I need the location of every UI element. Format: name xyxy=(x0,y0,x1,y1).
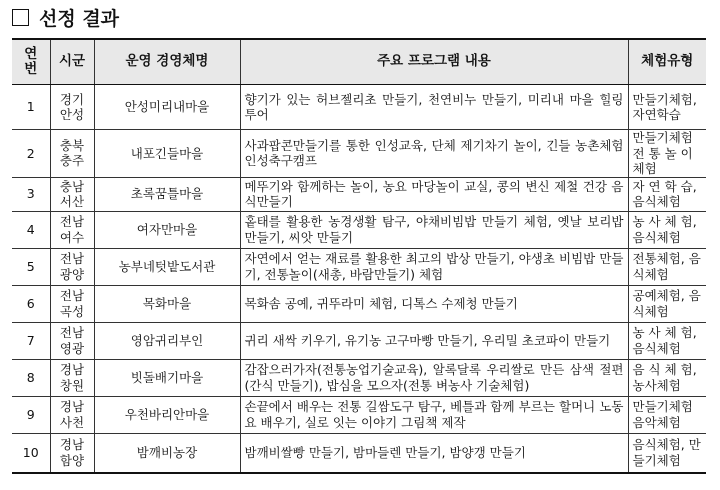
row-type-cell xyxy=(628,359,706,396)
row-program-cell xyxy=(240,433,628,473)
row-experience-type: 만들기체험 음악체험 xyxy=(632,399,693,430)
row-operator-cell xyxy=(94,211,240,248)
row-region-cell xyxy=(50,85,94,130)
row-program-text: 감잡으러가자(전통농업기술교육), 알록달록 우리쌀로 만든 삼색 절편(간식 만들기), 밥심을 모으자(전통 벼농사 기술체험) xyxy=(244,362,624,393)
row-number: 9 xyxy=(26,406,35,422)
table-row xyxy=(12,177,706,211)
row-program-text: 홑태를 활용한 농경생활 탐구, 야채비빔밥 만들기 체험, 옛날 보리밥 만들기, 씨앗 만들기 xyxy=(244,214,624,245)
row-type-cell xyxy=(628,85,706,130)
section-title-text: 선정 결과 xyxy=(39,8,120,30)
row-operator-cell xyxy=(94,130,240,178)
row-experience-type: 만들기체험,자연학습 xyxy=(632,91,697,122)
row-experience-type: 음식체험, 만들기체험 xyxy=(632,437,701,468)
row-city: 서산 xyxy=(59,194,85,209)
row-experience-type: 전통체험, 음식체험 xyxy=(632,251,701,282)
row-operator-cell xyxy=(94,322,240,359)
row-type-cell xyxy=(628,285,706,322)
row-number-cell xyxy=(12,396,50,433)
row-operator-name: 내포긴들마을 xyxy=(130,145,204,161)
row-program-text: 손끝에서 배우는 전통 길쌈도구 탐구, 베틀과 함께 부르는 할머니 노동요 배우기, 실로 잇는 이야기 그림책 제작 xyxy=(244,399,624,430)
row-number-cell xyxy=(12,433,50,473)
row-operator-cell xyxy=(94,396,240,433)
row-program-text: 귀리 새싹 키우기, 유기농 고구마빵 만들기, 우리밀 초코파이 만들기 xyxy=(244,332,611,348)
row-number-cell xyxy=(12,285,50,322)
row-number: 2 xyxy=(26,145,35,161)
row-type-cell xyxy=(628,130,706,178)
row-type-cell xyxy=(628,177,706,211)
row-province: 전남 xyxy=(59,251,85,266)
row-operator-name: 영암귀리부인 xyxy=(130,332,204,348)
row-program-cell xyxy=(240,396,628,433)
row-number: 1 xyxy=(26,99,35,115)
row-program-text: 자연에서 얻는 재료를 활용한 최고의 밥상 만들기, 야생초 비빔밥 만들기, 전통놀이(새총, 바람만들기) 체험 xyxy=(244,251,624,282)
row-program-text: 밤깨비쌀빵 만들기, 밤마들렌 만들기, 밤양갱 만들기 xyxy=(244,444,526,460)
table-row xyxy=(12,322,706,359)
row-region-cell xyxy=(50,248,94,285)
row-operator-cell xyxy=(94,285,240,322)
row-operator-cell xyxy=(94,359,240,396)
table-row xyxy=(12,359,706,396)
row-number-cell xyxy=(12,248,50,285)
row-program-cell xyxy=(240,130,628,178)
row-city: 안성 xyxy=(59,107,85,122)
row-province: 전남 xyxy=(59,325,85,340)
row-province: 전남 xyxy=(59,214,85,229)
row-program-cell xyxy=(240,85,628,130)
row-type-cell xyxy=(628,322,706,359)
row-operator-cell xyxy=(94,85,240,130)
row-operator-cell xyxy=(94,177,240,211)
row-region-cell xyxy=(50,177,94,211)
row-city: 사천 xyxy=(59,414,85,430)
table-body xyxy=(12,85,706,473)
row-operator-name: 목화마을 xyxy=(142,295,192,311)
table-row xyxy=(12,285,706,322)
row-province: 경남 xyxy=(59,437,85,452)
row-number-cell xyxy=(12,359,50,396)
table-row xyxy=(12,211,706,248)
row-program-cell xyxy=(240,285,628,322)
row-program-text: 사과팝콘만들기를 통한 인성교육, 단체 제기차기 놀이, 긴들 농촌체험인성축구캠프 xyxy=(244,137,624,169)
row-type-cell xyxy=(628,396,706,433)
row-city: 여수 xyxy=(59,229,85,245)
row-province: 충북 xyxy=(59,137,85,153)
section-title xyxy=(12,4,119,31)
row-program-cell xyxy=(240,211,628,248)
row-city: 광양 xyxy=(59,266,85,282)
row-program-cell xyxy=(240,177,628,211)
table-row xyxy=(12,248,706,285)
row-program-cell xyxy=(240,248,628,285)
row-number: 5 xyxy=(26,258,35,274)
row-region-cell xyxy=(50,433,94,473)
row-province: 전남 xyxy=(59,288,85,303)
row-experience-type: 만들기체험 전 통 놀 이 체험 xyxy=(632,130,693,176)
row-province: 경기 xyxy=(59,91,85,107)
row-number: 3 xyxy=(26,186,35,202)
row-program-text: 목화솜 공예, 귀뚜라미 체험, 디톡스 수제청 만들기 xyxy=(244,295,518,311)
row-number-cell xyxy=(12,85,50,130)
row-type-cell xyxy=(628,248,706,285)
row-operator-name: 우천바리안마을 xyxy=(124,406,210,422)
row-number-cell xyxy=(12,130,50,178)
row-province: 경남 xyxy=(59,362,85,377)
header-region: 시군 xyxy=(50,39,94,85)
row-region-cell xyxy=(50,130,94,178)
row-program-cell xyxy=(240,359,628,396)
row-region-cell xyxy=(50,322,94,359)
row-operator-cell xyxy=(94,433,240,473)
row-experience-type: 음 식 체 험, 농사체험 xyxy=(632,362,697,393)
row-province: 경남 xyxy=(59,399,85,414)
table-row xyxy=(12,433,706,473)
selection-results-table xyxy=(12,38,706,474)
row-city: 영광 xyxy=(59,340,85,356)
row-number: 6 xyxy=(26,295,35,311)
header-experience-type: 체험유형 xyxy=(628,39,706,85)
row-number-cell xyxy=(12,322,50,359)
row-number-cell xyxy=(12,211,50,248)
row-region-cell xyxy=(50,396,94,433)
checkbox-square-icon xyxy=(12,9,29,26)
header-number xyxy=(12,39,50,85)
row-region-cell xyxy=(50,359,94,396)
table-row xyxy=(12,130,706,178)
header-number-line1: 연 xyxy=(24,45,38,62)
row-number: 4 xyxy=(26,221,35,237)
row-number: 7 xyxy=(26,332,35,348)
row-number: 8 xyxy=(26,369,35,385)
header-number-line2: 번 xyxy=(24,61,38,77)
table-header-row xyxy=(12,39,706,85)
row-operator-cell xyxy=(94,248,240,285)
row-experience-type: 자 연 학 습, 음식체험 xyxy=(632,178,697,209)
row-experience-type: 농 사 체 험, 음식체험 xyxy=(632,325,697,356)
row-city: 함양 xyxy=(59,452,85,468)
row-operator-name: 초록꿈틀마을 xyxy=(130,186,204,202)
header-program: 주요 프로그램 내용 xyxy=(240,39,628,85)
row-operator-name: 안성미리내마을 xyxy=(124,99,210,115)
row-city: 곡성 xyxy=(59,303,85,319)
header-operator-name: 운영 경영체명 xyxy=(94,39,240,85)
row-operator-name: 농부네텃밭도서관 xyxy=(118,258,216,274)
row-number-cell xyxy=(12,177,50,211)
row-program-text: 향기가 있는 허브젤리초 만들기, 천연비누 만들기, 미리내 마을 힐링 투어 xyxy=(244,91,624,122)
row-program-text: 메뚜기와 함께하는 놀이, 농요 마당놀이 교실, 콩의 변신 제철 건강 음식만들기 xyxy=(244,178,624,209)
row-region-cell xyxy=(50,285,94,322)
row-city: 창원 xyxy=(59,377,85,393)
row-type-cell xyxy=(628,433,706,473)
row-number: 10 xyxy=(22,444,39,460)
row-operator-name: 여자만마을 xyxy=(136,221,198,237)
row-operator-name: 빗돌배기마을 xyxy=(130,369,204,385)
row-region-cell xyxy=(50,211,94,248)
row-province: 충남 xyxy=(59,178,85,194)
row-experience-type: 농 사 체 험, 음식체험 xyxy=(632,214,697,245)
table-row xyxy=(12,85,706,130)
row-operator-name: 밤깨비농장 xyxy=(136,444,198,460)
row-experience-type: 공예체험, 음식체험 xyxy=(632,288,701,319)
row-city: 충주 xyxy=(59,153,85,169)
table-row xyxy=(12,396,706,433)
row-program-cell xyxy=(240,322,628,359)
row-type-cell xyxy=(628,211,706,248)
